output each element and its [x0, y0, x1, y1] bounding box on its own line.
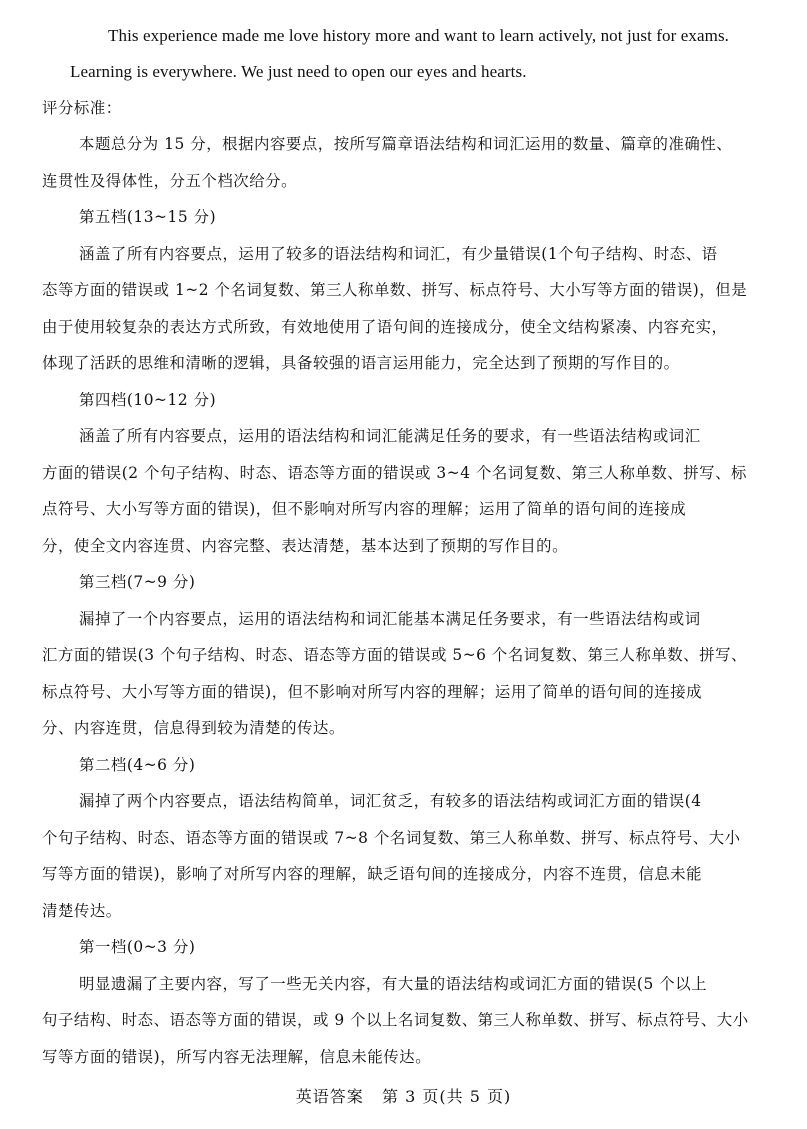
tier-title-1: 第一档(0~3 分): [79, 938, 196, 956]
tier-title-5: 第五档(13~15 分): [79, 208, 217, 226]
tier-3-line: 漏掉了一个内容要点，运用的语法结构和词汇能基本满足任务要求，有一些语法结构或词: [79, 610, 701, 628]
tier-4-line: 涵盖了所有内容要点，运用的语法结构和词汇能满足任务的要求，有一些语法结构或词汇: [79, 427, 701, 445]
tier-1-line: 明显遗漏了主要内容，写了一些无关内容，有大量的语法结构或词汇方面的错误(5 个以上: [79, 975, 708, 993]
tier-1-line: 写等方面的错误)，所写内容无法理解，信息未能传达。: [42, 1048, 432, 1066]
tier-4-line: 方面的错误(2 个句子结构、时态、语态等方面的错误或 3~4 个名词复数、第三人称单数、拼写、标: [42, 464, 747, 482]
tier-1-line: 句子结构、时态、语态等方面的错误，或 9 个以上名词复数、第三人称单数、拼写、标点符号、大小: [42, 1011, 749, 1029]
tier-title-3: 第三档(7~9 分): [79, 573, 196, 591]
tier-4-line: 点符号、大小写等方面的错误)，但不影响对所写内容的理解；运用了简单的语句间的连接成: [42, 500, 687, 518]
scoring-heading: 评分标准：: [42, 99, 122, 117]
essay-line-1: This experience made me love history more and want to learn actively, not just for exams.: [108, 26, 730, 45]
intro-line-1: 本题总分为 15 分，根据内容要点，按所写篇章语法结构和词汇运用的数量、篇章的准确性、: [79, 135, 733, 153]
tier-4-line: 分，使全文内容连贯、内容完整、表达清楚，基本达到了预期的写作目的。: [42, 537, 569, 555]
tier-2-line: 清楚传达。: [42, 902, 122, 920]
tier-2-line: 个句子结构、时态、语态等方面的错误或 7~8 个名词复数、第三人称单数、拼写、标点符号、大小: [42, 829, 741, 847]
page-footer: 英语答案 第 3 页(共 5 页): [295, 1087, 512, 1106]
essay-line-2: Learning is everywhere. We just need to open our eyes and hearts.: [70, 62, 527, 81]
tier-2-line: 漏掉了两个内容要点，语法结构简单，词汇贫乏，有较多的语法结构或词汇方面的错误(4: [79, 792, 702, 810]
tier-2-line: 写等方面的错误)，影响了对所写内容的理解，缺乏语句间的连接成分，内容不连贯，信息未能: [42, 865, 703, 883]
tier-5-line: 体现了活跃的思维和清晰的逻辑，具备较强的语言运用能力，完全达到了预期的写作目的。: [42, 354, 680, 372]
intro-line-2: 连贯性及得体性，分五个档次给分。: [42, 172, 298, 190]
tier-title-2: 第二档(4~6 分): [79, 756, 196, 774]
tier-5-line: 涵盖了所有内容要点，运用了较多的语法结构和词汇，有少量错误(1个句子结构、时态、语: [79, 245, 718, 263]
tier-title-4: 第四档(10~12 分): [79, 391, 217, 409]
tier-3-line: 汇方面的错误(3 个句子结构、时态、语态等方面的错误或 5~6 个名词复数、第三人称单数、拼写、: [42, 646, 747, 664]
tier-3-line: 分、内容连贯，信息得到较为清楚的传达。: [42, 719, 345, 737]
tier-3-line: 标点符号、大小写等方面的错误)，但不影响对所写内容的理解；运用了简单的语句间的连接成: [42, 683, 703, 701]
tier-5-line: 由于使用较复杂的表达方式所致，有效地使用了语句间的连接成分，使全文结构紧凑、内容充实，: [42, 318, 728, 336]
tier-5-line: 态等方面的错误或 1~2 个名词复数、第三人称单数、拼写、标点符号、大小写等方面的错误)，但是: [42, 281, 748, 299]
